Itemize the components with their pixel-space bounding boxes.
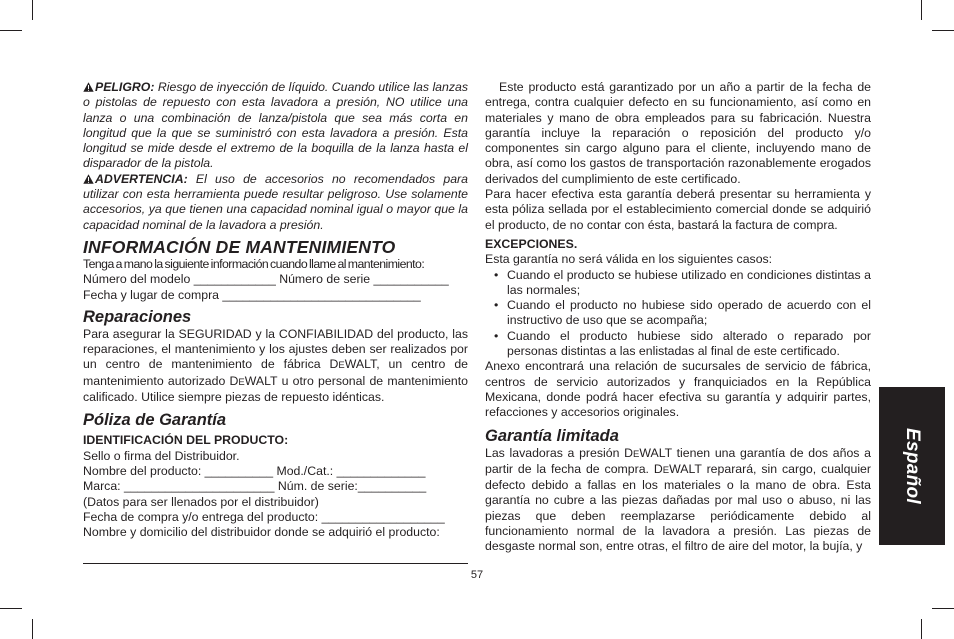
crop-mark <box>932 608 954 609</box>
warranty-paragraph: Este producto está garantizado por un año a partir de la fecha de entrega, contra cualquier defecto en su funcionamiento, así como en materiales y mano de obra empleados para su fabricación. Nuestra garantía incluye la reparación o reposición del producto y/o componentes sin cargo alguno para el cliente, incluyendo mano de obra, así como los gastos de transportación razonablemente erogados derivados del cumplimiento de este certificado. <box>485 80 871 186</box>
form-line: Marca: ______________________ Núm. de serie:__________ <box>83 479 427 494</box>
caution-warning <box>83 172 468 233</box>
crop-mark <box>0 30 22 31</box>
blank-line <box>83 550 468 564</box>
list-item: • Cuando el producto hubiese sido alterado o reparado por personas distintas a las enlistadas al final de este certificado. <box>507 329 871 360</box>
limited-warranty-text: Las lavadoras a presión DEWALT tienen una garantía de dos años a partir de la fecha de compra. DEWALT reparará, sin cargo, cualquier defecto debido a fallas en los materiales o la mano de obra. Esta garantía no cubre a las piezas dañadas por mal uso o abuso, ni las piezas que deben reemplazarse periódicamente debido al funcionamiento normal de la lavadora a presión. Las piezas de desgaste normal son, entre otras, el filtro de aire del motor, la bujía, y <box>485 445 871 554</box>
maintenance-date-line: Fecha y lugar de compra _____________________________ <box>83 287 421 302</box>
warranty-paragraph: Para hacer efectiva esta garantía deberá presentar su herramienta y esta póliza sellada por el establecimiento comercial donde se adquirió el producto, de no contar con ésta, bastará la factura de compra. <box>485 187 871 232</box>
danger-text: Riesgo de inyección de líquido. Cuando utilice las lanzas o pistolas de repuesto con esta lavadora a presión, NO utilice una lanza o una combinación de lanza/pistola que sea más corta en longitud que la que se suministró con esta lavadora a presión. Esta longitud se mide desde el extremo de la boquilla de la lanza hasta el disparador de la pistola. <box>83 80 468 171</box>
form-line: Fecha de compra y/o entrega del producto: __________________ <box>83 509 445 524</box>
crop-mark <box>0 608 22 609</box>
warranty-policy-heading: Póliza de Garantía <box>83 411 227 430</box>
form-line: Nombre del producto: __________ Mod./Cat.: _____________ <box>83 463 426 478</box>
warning-triangle-icon <box>83 82 94 92</box>
crop-mark <box>921 619 922 639</box>
service-centers-paragraph: Anexo encontrará una relación de sucursales de servicio de fábrica, centros de servicio autorizados y franquiciados en la República Mexicana, donde podrá hacer efectiva su garantía y adquirir partes, refacciones y accesorios originales. <box>485 359 871 420</box>
right-column <box>485 80 871 555</box>
form-line: Sello o firma del Distribuidor. <box>83 448 240 463</box>
maintenance-intro: Tenga a mano la siguiente información cuando llame al mantenimiento: <box>83 256 425 271</box>
maintenance-heading: INFORMACIÓN DE MANTENIMIENTO <box>83 236 396 257</box>
caution-label: ADVERTENCIA: <box>95 171 188 186</box>
product-id-label: IDENTIFICACIÓN DEL PRODUCTO: <box>83 433 289 448</box>
exceptions-label: EXCEPCIONES. <box>485 236 578 251</box>
danger-warning <box>83 80 468 172</box>
left-column <box>83 80 468 564</box>
crop-mark <box>921 0 922 20</box>
repairs-text: Para asegurar la SEGURIDAD y la CONFIABILIDAD del producto, las reparaciones, el mantenimiento y los ajustes deben ser realizados por un centro de mantenimiento de fábrica DEWALT, un centro de mantenimiento autorizado DEWALT u otro personal de mantenimiento calificado. Utilice siempre piezas de repuesto idénticas. <box>83 326 469 405</box>
page-number: 57 <box>470 569 484 581</box>
exceptions-list <box>485 268 871 360</box>
crop-mark <box>32 0 33 20</box>
limited-warranty-heading: Garantía limitada <box>485 426 619 445</box>
crop-mark <box>32 619 33 639</box>
exceptions-intro: Esta garantía no será válida en los siguientes casos: <box>485 252 773 267</box>
caution-text: El uso de accesorios no recomendados para utilizar con esta herramienta puede resultar peligroso. Use solamente accesorios, ya que tienen una capacidad nominal igual o mayor que la capacidad nominal de la lavadora a presión. <box>83 171 468 232</box>
list-item: • Cuando el producto se hubiese utilizado en condiciones distintas a las normales; <box>507 268 871 299</box>
maintenance-model-line: Número del modelo ____________ Número de serie ___________ <box>83 272 449 287</box>
crop-mark <box>932 30 954 31</box>
form-line: (Datos para ser llenados por el distribuidor) <box>83 494 319 509</box>
repairs-heading: Reparaciones <box>83 307 192 326</box>
danger-label: PELIGRO: <box>95 80 155 94</box>
warning-triangle-icon <box>83 174 94 184</box>
form-line: Nombre y domicilio del distribuidor donde se adquirió el producto: <box>83 525 440 540</box>
list-item: • Cuando el producto no hubiese sido operado de acuerdo con el instructivo de uso que se acompaña; <box>507 298 871 329</box>
language-tab-label: Español <box>902 427 924 505</box>
language-tab <box>879 387 945 545</box>
